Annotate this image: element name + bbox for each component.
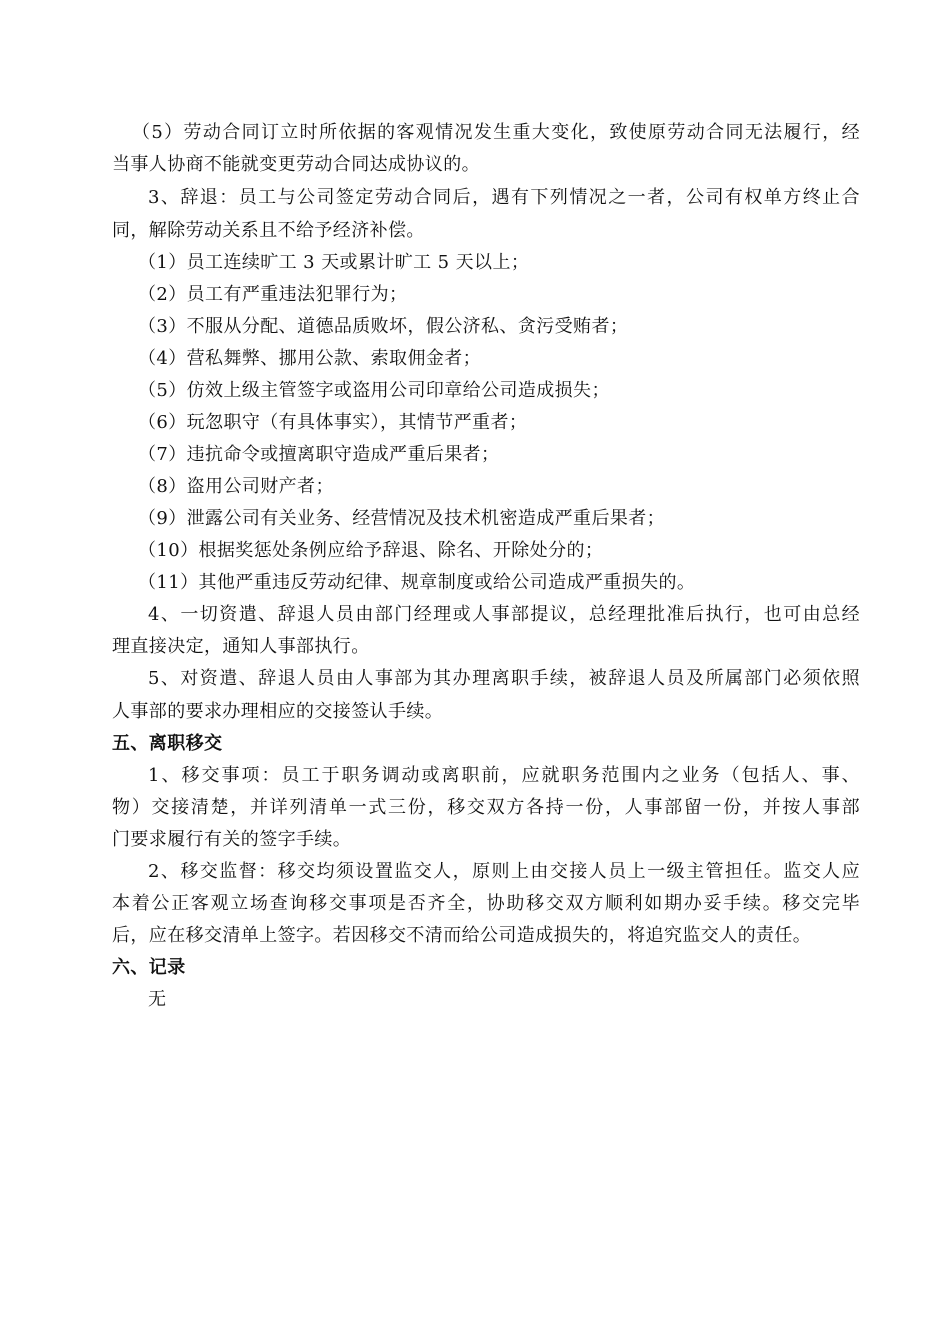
body-text-line: 同，解除劳动关系且不给予经济补偿。 <box>112 220 425 241</box>
body-text-line: 1、移交事项：员工于职务调动或离职前，应就职务范围内之业务（包括人、事、 <box>148 765 860 786</box>
body-text-line: 2、移交监督：移交均须设置监交人，原则上由交接人员上一级主管担任。监交人应 <box>148 861 860 882</box>
body-text-line: 3、辞退：员工与公司签定劳动合同后，遇有下列情况之一者，公司有权单方终止合 <box>148 187 860 208</box>
body-text-line: 本着公正客观立场查询移交事项是否齐全，协助移交双方顺利如期办妥手续。移交完毕 <box>112 893 860 914</box>
list-item: （1）员工连续旷工 3 天或累计旷工 5 天以上； <box>138 252 530 273</box>
list-item: （11）其他严重违反劳动纪律、规章制度或给公司造成严重损失的。 <box>138 572 696 593</box>
list-item: （3）不服从分配、道德品质败坏，假公济私、贪污受贿者； <box>138 316 629 337</box>
body-text-line: 物）交接清楚，并详列清单一式三份，移交双方各持一份，人事部留一份，并按人事部 <box>112 797 860 818</box>
list-item: （6）玩忽职守（有具体事实），其情节严重者； <box>138 412 528 433</box>
list-item: （2）员工有严重违法犯罪行为； <box>138 284 408 305</box>
list-item: （9）泄露公司有关业务、经营情况及技术机密造成严重后果者； <box>138 508 666 529</box>
body-text-line: 无 <box>148 989 167 1010</box>
body-text-line: 人事部的要求办理相应的交接签认手续。 <box>112 701 444 722</box>
list-item: （7）违抗命令或擅离职守造成严重后果者； <box>138 444 500 465</box>
body-text-line: 当事人协商不能就变更劳动合同达成协议的。 <box>112 154 480 175</box>
body-text-line: 5、对资遣、辞退人员由人事部为其办理离职手续，被辞退人员及所属部门必须依照 <box>148 668 860 689</box>
body-text-line: 后，应在移交清单上签字。若因移交不清而给公司造成损失的，将追究监交人的责任。 <box>112 925 812 946</box>
body-text-line: 理直接决定，通知人事部执行。 <box>112 636 370 657</box>
list-item: （5）仿效上级主管签字或盗用公司印章给公司造成损失； <box>138 380 610 401</box>
section-heading: 六、记录 <box>112 957 186 978</box>
section-heading: 五、离职移交 <box>112 733 223 754</box>
list-item: （4）营私舞弊、挪用公款、索取佣金者； <box>138 348 482 369</box>
body-text-line: （5）劳动合同订立时所依据的客观情况发生重大变化，致使原劳动合同无法履行，经 <box>132 122 860 143</box>
list-item: （10）根据奖惩处条例应给予辞退、除名、开除处分的； <box>138 540 604 561</box>
list-item: （8）盗用公司财产者； <box>138 476 334 497</box>
body-text-line: 4、一切资遣、辞退人员由部门经理或人事部提议，总经理批准后执行，也可由总经 <box>148 604 860 625</box>
body-text-line: 门要求履行有关的签字手续。 <box>112 829 352 850</box>
